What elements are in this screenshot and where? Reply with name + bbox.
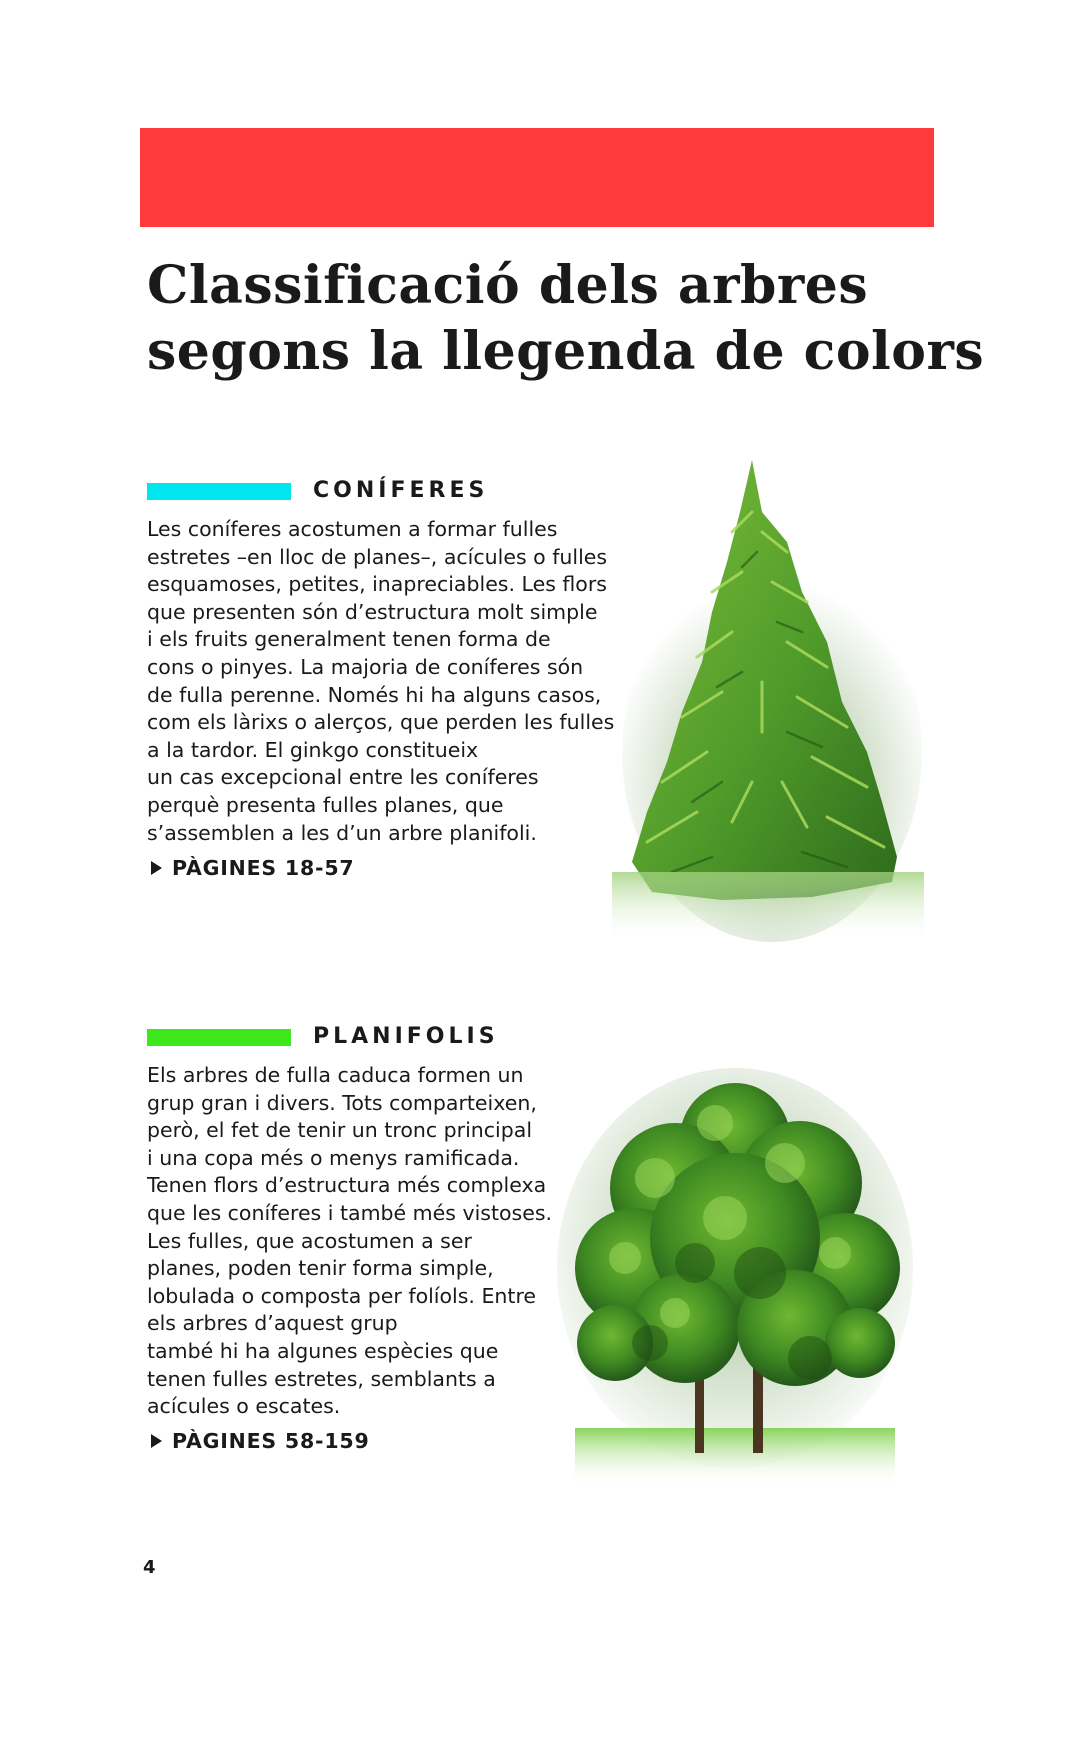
conifers-description: Les coníferes acostumen a formar fulles estretes –en lloc de planes–, acícules o fulles esquamoses, petites, inapreciables. Les flors que presenten són d’estructura molt simple i els fruits generalment tenen forma de cons o pinyes. La majoria de coníferes són de fulla perenne. Només hi ha alguns casos, com els làrixs o alerços, que perden les fulles a la tardor. El ginkgo constitueix un cas excepcional entre les coníferes perquè presenta fulles planes, que s’assemblen a les d’un arbre planifoli. xyxy=(147,517,615,845)
broadleaf-pages-link[interactable] xyxy=(151,1428,370,1454)
broadleaf-heading: PLANIFOLIS xyxy=(313,1024,499,1049)
conifers-heading: CONÍFERES xyxy=(313,478,489,503)
conifers-color-bar xyxy=(147,483,291,500)
red-header-banner xyxy=(140,128,934,227)
conifers-pages-label: PÀGINES 18-57 xyxy=(172,856,355,880)
play-arrow-icon xyxy=(151,861,162,875)
conifer-tree-photo xyxy=(612,452,924,942)
play-arrow-icon xyxy=(151,1434,162,1448)
broadleaf-tree-photo xyxy=(555,1068,915,1498)
broadleaf-pages-label: PÀGINES 58-159 xyxy=(172,1429,370,1453)
broadleaf-description: Els arbres de fulla caduca formen un grup gran i divers. Tots comparteixen, però, el fet de tenir un tronc principal i una copa més o menys ramificada. Tenen flors d’estructura més complexa que les coníferes i també més vistoses. Les fulles, que acostumen a ser planes, poden tenir forma simple, lobulada o composta per folíols. Entre els arbres d’aquest grup també hi ha algunes espècies que tenen fulles estretes, semblants a acícules o escates. xyxy=(147,1063,553,1419)
title-line-1: Classificació dels arbres xyxy=(147,255,869,316)
page-title xyxy=(147,253,1007,385)
conifers-pages-link[interactable] xyxy=(151,855,355,881)
page-number: 4 xyxy=(143,1557,156,1578)
broadleaf-color-bar xyxy=(147,1029,291,1046)
title-line-2: segons la llegenda de colors xyxy=(147,321,985,382)
